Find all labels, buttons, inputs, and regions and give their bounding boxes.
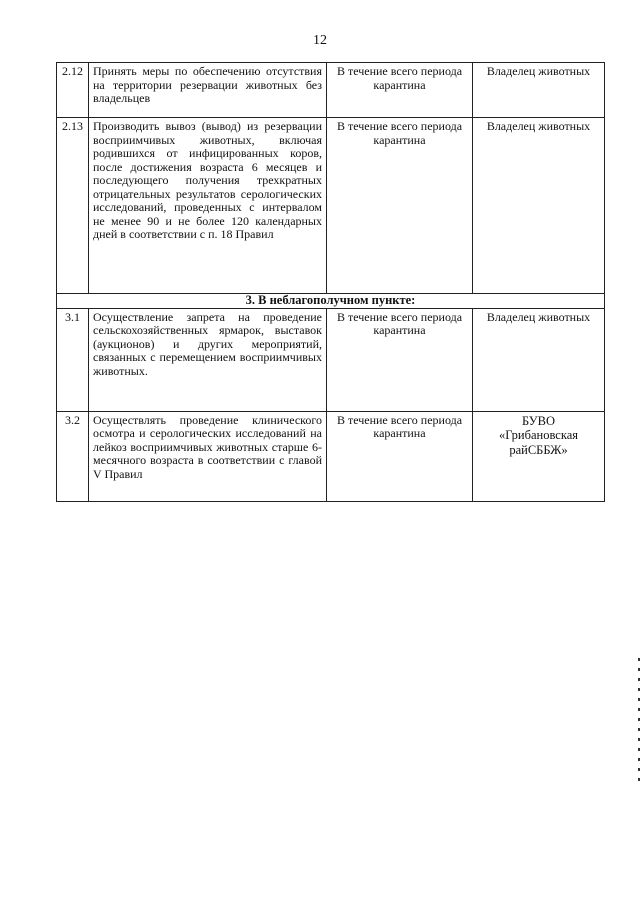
term-text: В течение всего периода карантина (327, 118, 473, 294)
responsible-cell (473, 411, 605, 501)
row-number: 3.1 (57, 308, 89, 411)
term-text: В течение всего периода карантина (327, 63, 473, 118)
section-header-row (57, 294, 605, 309)
measure-text: Производить вывоз (вывод) из резервации восприимчивых животных, включая родившихся от инфицированных коров, после достижения возраста 6 месяцев и последующего получения трехкратных отрицательных результатов серологических исследований, проведенных с интервалом не менее 90 и не более 120 календарных дней в соответствии с п. 18 Правил (89, 118, 327, 294)
measure-text: Осуществлять проведение клинического осмотра и серологических исследований на лейкоз восприимчивых животных старше 6-месячного возраста в соответствии с главой V Правил (89, 411, 327, 501)
measure-text: Принять меры по обеспечению отсутствия на территории резервации животных без владельцев (89, 63, 327, 118)
table-row (57, 63, 605, 118)
section-title: 3. В неблагополучном пункте: (57, 294, 605, 309)
page-number: 12 (313, 33, 327, 48)
responsible-line: БУВО (522, 413, 555, 428)
term-text: В течение всего периода карантина (327, 411, 473, 501)
table-row (57, 411, 605, 501)
measures-table (56, 62, 605, 502)
responsible-text: Владелец животных (473, 118, 605, 294)
responsible-text: Владелец животных (473, 308, 605, 411)
row-number: 3.2 (57, 411, 89, 501)
row-number: 2.12 (57, 63, 89, 118)
table-row (57, 118, 605, 294)
term-text: В течение всего периода карантина (327, 308, 473, 411)
measure-text: Осуществление запрета на проведение сельскохозяйственных ярмарок, выставок (аукционов) и других мероприятий, связанных с перемещением восприимчивых животных. (89, 308, 327, 411)
responsible-line: «Грибановская (498, 428, 579, 442)
table-row (57, 308, 605, 411)
row-number: 2.13 (57, 118, 89, 294)
responsible-line: райСББЖ» (509, 442, 568, 457)
responsible-text: Владелец животных (473, 63, 605, 118)
